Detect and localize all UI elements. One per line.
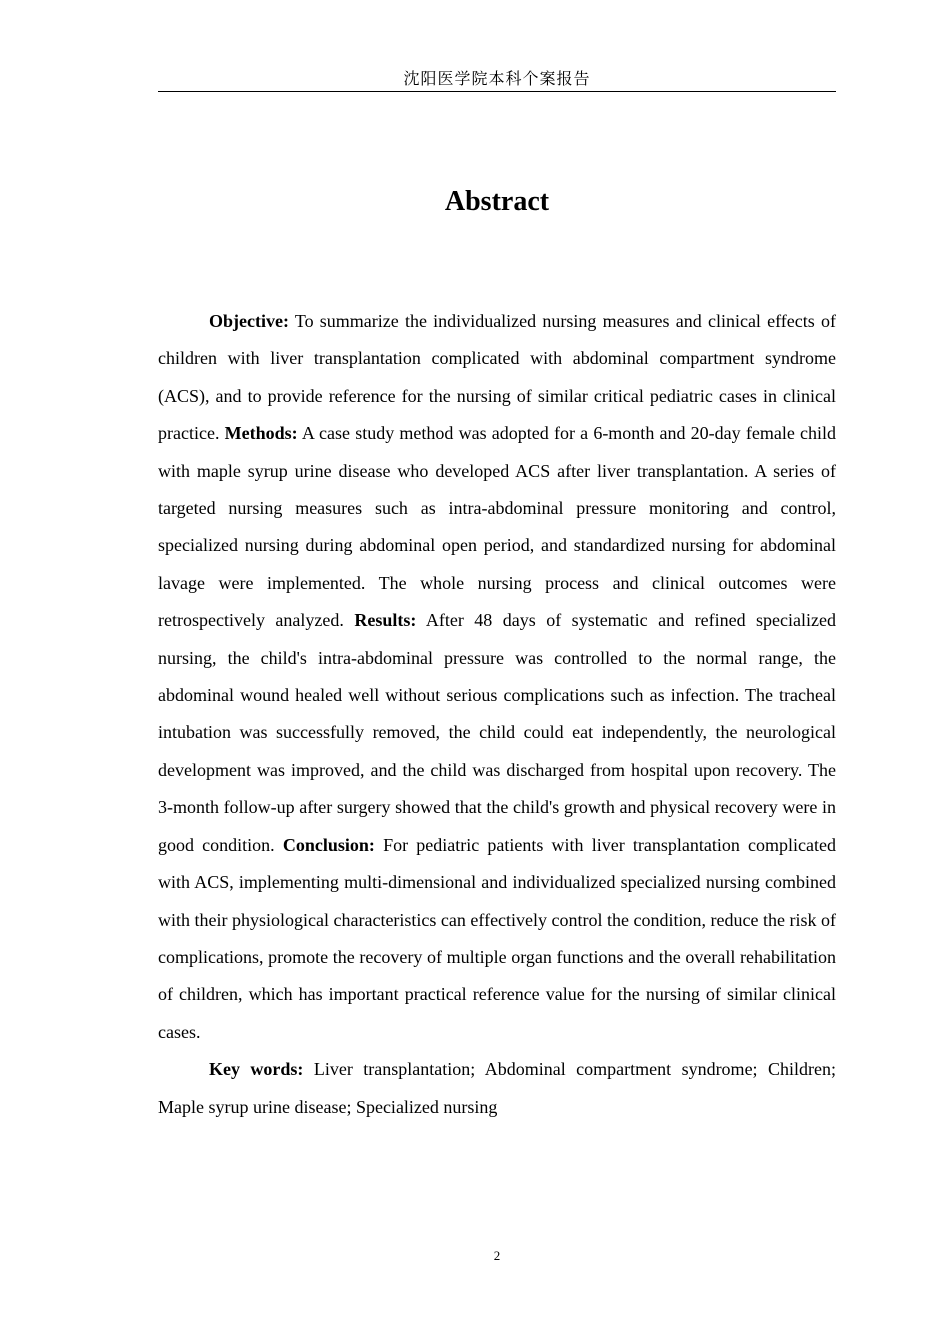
keywords-text: Liver transplantation; Abdominal compartment syndrome; Children; Maple syrup urine disease; Specialized nursing — [158, 1059, 836, 1117]
keywords-label: Key words: — [209, 1059, 304, 1080]
conclusion-text: For pediatric patients with liver transplantation complicated with ACS, implementing multi-dimensional and individualized specialized nursing combined with their physiological characteristics can effectively control the condition, reduce the risk of complications, promote the recovery of multiple organ functions and the overall rehabilitation of children, which has important practical reference value for the nursing of similar clinical cases. — [158, 834, 837, 1042]
methods-text: A case study method was adopted for a 6-month and 20-day female child with maple syrup urine disease who developed ACS after liver transplantation. A series of targeted nursing measures such as intra-abdominal pressure monitoring and control, specialized nursing during abdominal open period, and standardized nursing for abdominal lavage were implemented. The whole nursing process and clinical outcomes were retrospectively analyzed. — [158, 423, 837, 631]
results-label: Results: — [354, 610, 417, 631]
header-title: 沈阳医学院本科个案报告 — [403, 69, 591, 88]
abstract-body — [158, 303, 836, 1126]
abstract-paragraph — [158, 303, 836, 1051]
page-number: 2 — [493, 1248, 501, 1263]
objective-label: Objective: — [209, 311, 289, 331]
results-text: After 48 days of systematic and refined specialized nursing, the child's intra-abdominal pressure was controlled to the normal range, the abdominal wound healed well without serious complications such as infection. The tracheal intubation was successfully removed, the child could eat independently, the neurological development was improved, and the child was discharged from hospital upon recovery. The 3-month follow-up after surgery showed that the child's growth and physical recovery were in good condition. — [158, 610, 836, 855]
methods-label: Methods: — [224, 423, 298, 444]
conclusion-label: Conclusion: — [282, 834, 375, 855]
abstract-title: Abstract — [444, 186, 550, 217]
keywords-paragraph — [158, 1051, 836, 1126]
page-header — [158, 68, 836, 92]
objective-text: To summarize the individualized nursing measures and clinical effects of children with liver transplantation complicated with abdominal compartment syndrome (ACS), and to provide reference for the nursing of similar critical pediatric cases in clinical practice. — [158, 311, 836, 444]
